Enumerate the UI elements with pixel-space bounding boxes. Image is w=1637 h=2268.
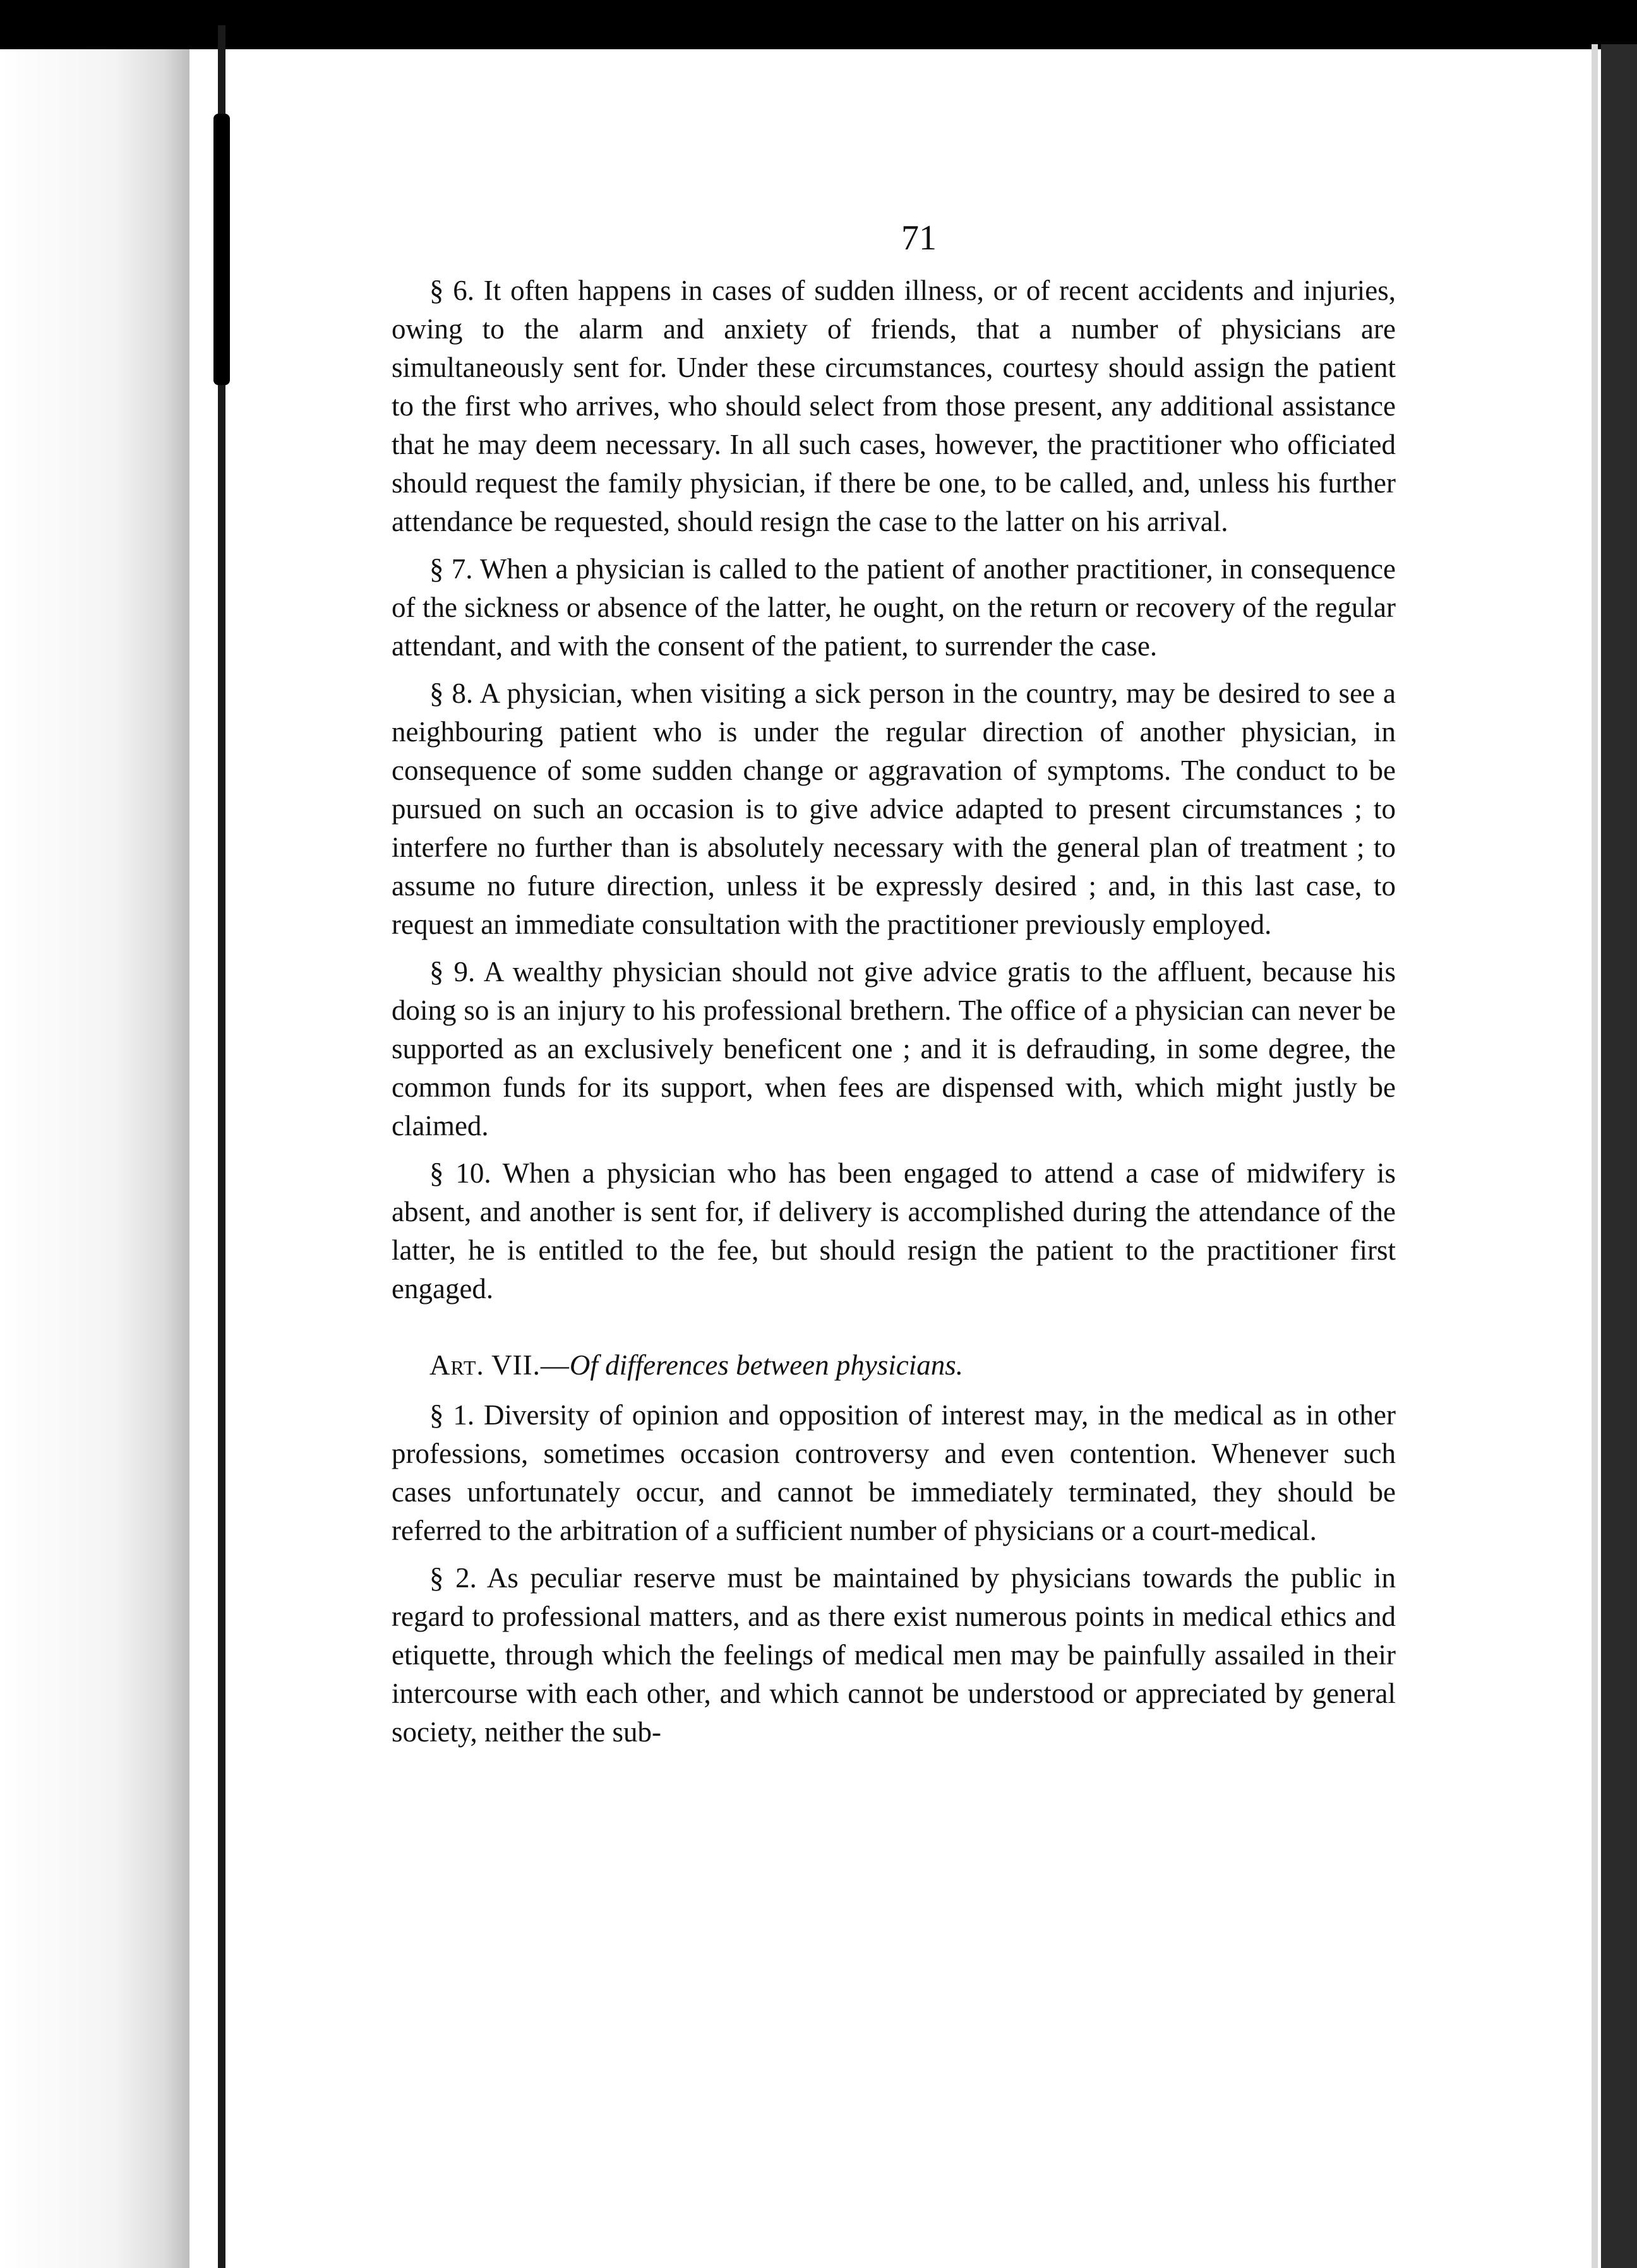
book-binding-shadow xyxy=(213,114,230,385)
paragraph-section-6: § 6. It often happens in cases of sudden illness, or of recent accidents and injuries, owing to the alarm and anxiety of friends, that a number of physicians are simultaneously sent for. Under these circumstances, courtesy should assign the patient to the first who arrives, who should select from those present, any additional assistance that he may deem necessary. In all such cases, however, the practitioner who officiated should request the family physician, if there be one, to be called, and, unless his further attendance be requested, should resign the case to the latter on his arrival. xyxy=(392,275,1396,537)
article-number: Art. VII.— xyxy=(429,1349,570,1381)
left-page-margin xyxy=(0,0,189,2268)
article-heading xyxy=(429,1346,1396,1385)
paragraph-article-section-1: § 1. Diversity of opinion and opposition of interest may, in the medical as in other professions, sometimes occasion controversy and even contention. Whenever such cases unfortunately occur, and cannot be immediately terminated, they should be referred to the arbitration of a sufficient number of physicians or a court-medical. xyxy=(392,1399,1396,1546)
paragraph-section-9: § 9. A wealthy physician should not give advice gratis to the affluent, because his doing so is an injury to his professional brethern. The office of a physician can never be supported as an exclusively beneficent one ; and it is defrauding, in some degree, the common funds for its support, when fees are dispensed with, which might justly be claimed. xyxy=(392,956,1396,1142)
page-number: 71 xyxy=(901,218,937,258)
paragraph-section-7: § 7. When a physician is called to the patient of another practitioner, in consequence of the sickness or absence of the latter, he ought, on the return or recovery of the regular attendant, and with the consent of the patient, to surrender the case. xyxy=(392,553,1396,662)
scan-right-border xyxy=(1601,44,1637,2268)
scan-top-border xyxy=(0,0,1637,49)
right-page-edge xyxy=(1592,44,1598,2268)
article-title: Of differences between physicians. xyxy=(569,1349,964,1381)
paragraph-article-section-2: § 2. As peculiar reserve must be maintained by physicians towards the public in regard to professional matters, and as there exist numerous points in medical ethics and etiquette, through which the feelings of medical men may be painfully assailed in their intercourse with each other, and which cannot be understood or appreciated by general society, neither the sub- xyxy=(392,1562,1396,1748)
paragraph-section-8: § 8. A physician, when visiting a sick person in the country, may be desired to see a neighbouring patient who is under the regular direction of another physician, in consequence of some sudden change or aggravation of symptoms. The conduct to be pursued on such an occasion is to give advice adapted to present circumstances ; to interfere no further than is absolutely necessary with the general plan of treatment ; to assume no future direction, unless it be expressly desired ; and, in this last case, to request an immediate consultation with the practitioner previously employed. xyxy=(392,677,1396,940)
page-body xyxy=(392,272,1396,1760)
paragraph-section-10: § 10. When a physician who has been engaged to attend a case of midwifery is absent, and another is sent for, if delivery is accomplished during the attendance of the latter, he is entitled to the fee, but should resign the patient to the practitioner first engaged. xyxy=(392,1157,1396,1304)
